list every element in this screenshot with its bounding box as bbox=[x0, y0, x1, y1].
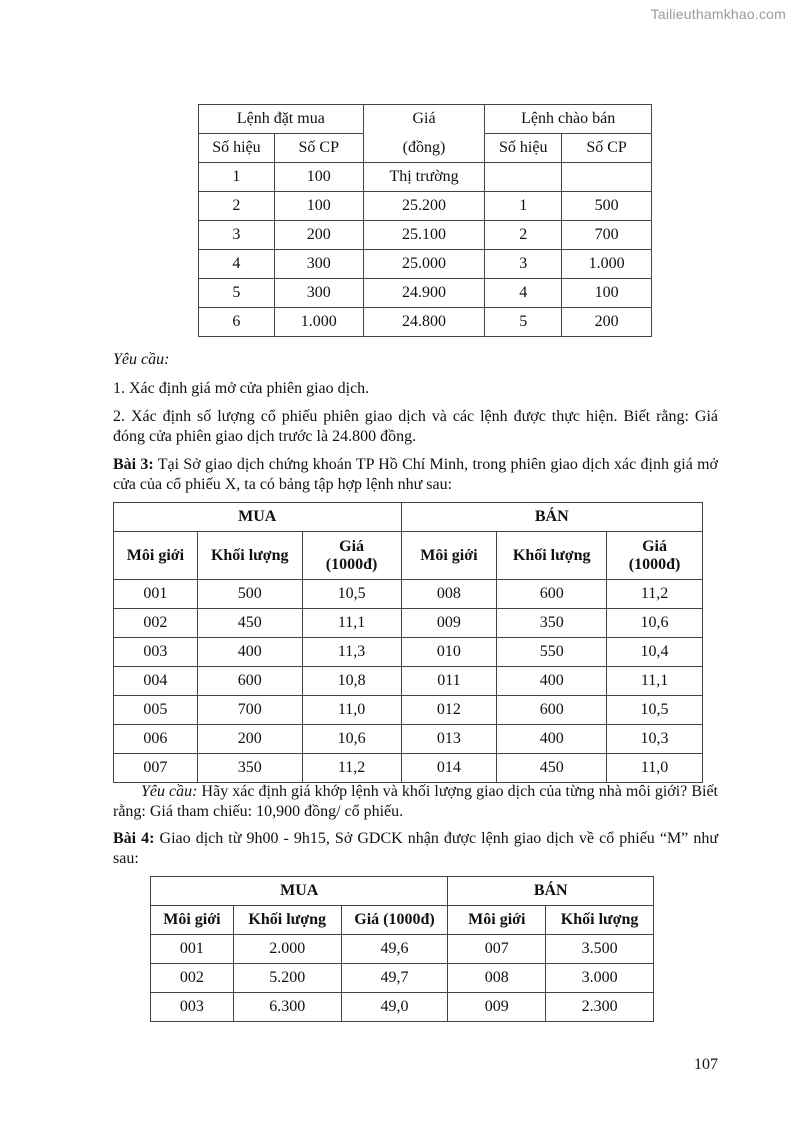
table-row bbox=[199, 279, 652, 308]
table-cell: 002 bbox=[114, 609, 198, 638]
price-unit-header: (đồng) bbox=[363, 134, 485, 163]
column-header: Giá (1000đ) bbox=[302, 532, 401, 580]
question-2: 2. Xác định số lượng cổ phiếu phiên giao dịch và các lệnh được thực hiện. Biết rằng: Giá đóng cửa phiên giao dịch trước là 24.800 đồng. bbox=[113, 408, 718, 445]
table-row bbox=[114, 580, 703, 609]
exercise-4-label: Bài 4: bbox=[113, 830, 155, 847]
table-header-row bbox=[151, 877, 654, 906]
table-cell: 500 bbox=[562, 192, 652, 221]
exercise-4-text: Giao dịch từ 9h00 - 9h15, Sở GDCK nhận được lệnh giao dịch về cổ phiếu “M” như sau: bbox=[113, 830, 718, 867]
table-cell: 4 bbox=[199, 250, 275, 279]
table-cell: 009 bbox=[401, 609, 497, 638]
table-cell: 11,2 bbox=[607, 580, 703, 609]
column-header: Môi giới bbox=[151, 906, 234, 935]
order-table-1 bbox=[198, 104, 652, 337]
table-row bbox=[151, 935, 654, 964]
requirement-text: Hãy xác định giá khớp lệnh và khối lượng giao dịch của từng nhà môi giới? Biết rằng: Giá tham chiếu: 10,900 đồng/ cổ phiếu. bbox=[113, 783, 718, 820]
table-cell: 25.000 bbox=[363, 250, 485, 279]
table-cell: 450 bbox=[197, 609, 302, 638]
table-cell: 25.200 bbox=[363, 192, 485, 221]
table-cell: 011 bbox=[401, 667, 497, 696]
table-cell: 10,5 bbox=[302, 580, 401, 609]
table-cell: 3.500 bbox=[546, 935, 654, 964]
table-cell: 400 bbox=[497, 667, 607, 696]
sell-order-header: Lệnh chào bán bbox=[485, 105, 652, 134]
table-cell: 001 bbox=[114, 580, 198, 609]
table-cell: 3 bbox=[485, 250, 562, 279]
exercise-3-label: Bài 3: bbox=[113, 456, 154, 473]
sell-qty-header: Số CP bbox=[562, 134, 652, 163]
table-cell: 700 bbox=[197, 696, 302, 725]
exercise-3-requirement bbox=[113, 782, 718, 822]
column-header: Giá (1000đ) bbox=[341, 906, 448, 935]
table-cell: 013 bbox=[401, 725, 497, 754]
price-header: Giá bbox=[363, 105, 485, 134]
table-row bbox=[114, 725, 703, 754]
buy-order-header: Lệnh đặt mua bbox=[199, 105, 364, 134]
column-header: Khối lượng bbox=[197, 532, 302, 580]
table-cell: 400 bbox=[197, 638, 302, 667]
table-row bbox=[114, 754, 703, 783]
table-cell: 5 bbox=[199, 279, 275, 308]
table-cell: 005 bbox=[114, 696, 198, 725]
table-cell: 200 bbox=[197, 725, 302, 754]
table-cell: 001 bbox=[151, 935, 234, 964]
question-1: 1. Xác định giá mở cửa phiên giao dịch. bbox=[113, 380, 370, 397]
table-cell: 010 bbox=[401, 638, 497, 667]
table-cell: 550 bbox=[497, 638, 607, 667]
table-cell: 002 bbox=[151, 964, 234, 993]
table-cell: 3 bbox=[199, 221, 275, 250]
table-cell: 2 bbox=[199, 192, 275, 221]
table-cell: 600 bbox=[197, 667, 302, 696]
table-cell: 014 bbox=[401, 754, 497, 783]
exercise-4-intro bbox=[113, 829, 718, 869]
table-cell bbox=[485, 163, 562, 192]
buy-id-header: Số hiệu bbox=[199, 134, 275, 163]
table-cell: 003 bbox=[114, 638, 198, 667]
table-cell: 003 bbox=[151, 993, 234, 1022]
table-body bbox=[114, 580, 703, 783]
sell-header: BÁN bbox=[448, 877, 654, 906]
table-cell: 600 bbox=[497, 580, 607, 609]
requirement-label: Yêu cầu: bbox=[141, 783, 198, 800]
table-row bbox=[114, 696, 703, 725]
table-row bbox=[151, 964, 654, 993]
table-cell: 008 bbox=[401, 580, 497, 609]
table-cell: 49,6 bbox=[341, 935, 448, 964]
column-header-row bbox=[151, 906, 654, 935]
table-cell: 3.000 bbox=[546, 964, 654, 993]
requirement-title: Yêu cầu: bbox=[113, 351, 170, 368]
sell-id-header: Số hiệu bbox=[485, 134, 562, 163]
table-cell: 600 bbox=[497, 696, 607, 725]
table-cell: 500 bbox=[197, 580, 302, 609]
table-cell: 1.000 bbox=[562, 250, 652, 279]
table-cell: 300 bbox=[274, 279, 363, 308]
exercise-3-intro bbox=[113, 455, 718, 495]
table-cell: 450 bbox=[497, 754, 607, 783]
table-row bbox=[199, 250, 652, 279]
order-table-2 bbox=[113, 502, 703, 783]
table-cell: 350 bbox=[497, 609, 607, 638]
table-cell: 1 bbox=[199, 163, 275, 192]
table-row bbox=[199, 308, 652, 337]
table-row bbox=[199, 221, 652, 250]
table-cell: 1 bbox=[485, 192, 562, 221]
order-table-3 bbox=[150, 876, 654, 1022]
column-header: Môi giới bbox=[448, 906, 546, 935]
table-cell: 1.000 bbox=[274, 308, 363, 337]
table-cell: 11,2 bbox=[302, 754, 401, 783]
sell-header: BÁN bbox=[401, 503, 703, 532]
table-header-row bbox=[114, 503, 703, 532]
buy-qty-header: Số CP bbox=[274, 134, 363, 163]
table-cell: 2 bbox=[485, 221, 562, 250]
table-row bbox=[114, 638, 703, 667]
table-cell: 2.300 bbox=[546, 993, 654, 1022]
table-cell: 300 bbox=[274, 250, 363, 279]
column-header: Khối lượng bbox=[233, 906, 341, 935]
table-cell: 006 bbox=[114, 725, 198, 754]
table-cell: 10,6 bbox=[302, 725, 401, 754]
table-cell: 6.300 bbox=[233, 993, 341, 1022]
watermark: Tailieuthamkhao.com bbox=[650, 6, 786, 22]
column-header: Môi giới bbox=[114, 532, 198, 580]
table-row bbox=[199, 192, 652, 221]
table-cell: 200 bbox=[562, 308, 652, 337]
table-cell: 11,0 bbox=[607, 754, 703, 783]
table-cell: 6 bbox=[199, 308, 275, 337]
table-subheader-row bbox=[199, 134, 652, 163]
page-number: 107 bbox=[694, 1056, 718, 1073]
table-cell: 100 bbox=[274, 163, 363, 192]
table-cell: 700 bbox=[562, 221, 652, 250]
table-row bbox=[199, 163, 652, 192]
table-cell: 350 bbox=[197, 754, 302, 783]
table-cell: 25.100 bbox=[363, 221, 485, 250]
table-cell: 10,5 bbox=[607, 696, 703, 725]
table-cell: 10,3 bbox=[607, 725, 703, 754]
table-body bbox=[151, 935, 654, 1022]
table-cell: 10,6 bbox=[607, 609, 703, 638]
table-cell: 49,7 bbox=[341, 964, 448, 993]
column-header: Khối lượng bbox=[546, 906, 654, 935]
buy-header: MUA bbox=[114, 503, 402, 532]
table-cell: 007 bbox=[448, 935, 546, 964]
table-cell: 11,1 bbox=[302, 609, 401, 638]
column-header-row bbox=[114, 532, 703, 580]
column-header: Môi giới bbox=[401, 532, 497, 580]
buy-header: MUA bbox=[151, 877, 448, 906]
table-cell: 100 bbox=[562, 279, 652, 308]
table-cell: 5.200 bbox=[233, 964, 341, 993]
table-cell: 10,4 bbox=[607, 638, 703, 667]
table-cell: 49,0 bbox=[341, 993, 448, 1022]
table-cell: 200 bbox=[274, 221, 363, 250]
table-row bbox=[151, 993, 654, 1022]
table-cell: 004 bbox=[114, 667, 198, 696]
table-cell: 11,1 bbox=[607, 667, 703, 696]
column-header: Khối lượng bbox=[497, 532, 607, 580]
table-header-row bbox=[199, 105, 652, 134]
table-cell: 10,8 bbox=[302, 667, 401, 696]
table-row bbox=[114, 667, 703, 696]
table-cell: 008 bbox=[448, 964, 546, 993]
table-cell: 24.900 bbox=[363, 279, 485, 308]
table-cell: Thị trường bbox=[363, 163, 485, 192]
exercise-3-text: Tại Sở giao dịch chứng khoán TP Hồ Chí Minh, trong phiên giao dịch xác định giá mở cửa của cổ phiếu X, ta có bảng tập hợp lệnh như sau: bbox=[113, 456, 718, 493]
table-cell: 24.800 bbox=[363, 308, 485, 337]
column-header: Giá (1000đ) bbox=[607, 532, 703, 580]
table-cell: 007 bbox=[114, 754, 198, 783]
table-body bbox=[199, 163, 652, 337]
table-cell bbox=[562, 163, 652, 192]
table-cell: 5 bbox=[485, 308, 562, 337]
table-cell: 009 bbox=[448, 993, 546, 1022]
table-cell: 100 bbox=[274, 192, 363, 221]
table-cell: 2.000 bbox=[233, 935, 341, 964]
table-cell: 012 bbox=[401, 696, 497, 725]
table-cell: 11,3 bbox=[302, 638, 401, 667]
table-cell: 400 bbox=[497, 725, 607, 754]
table-cell: 11,0 bbox=[302, 696, 401, 725]
table-row bbox=[114, 609, 703, 638]
table-cell: 4 bbox=[485, 279, 562, 308]
